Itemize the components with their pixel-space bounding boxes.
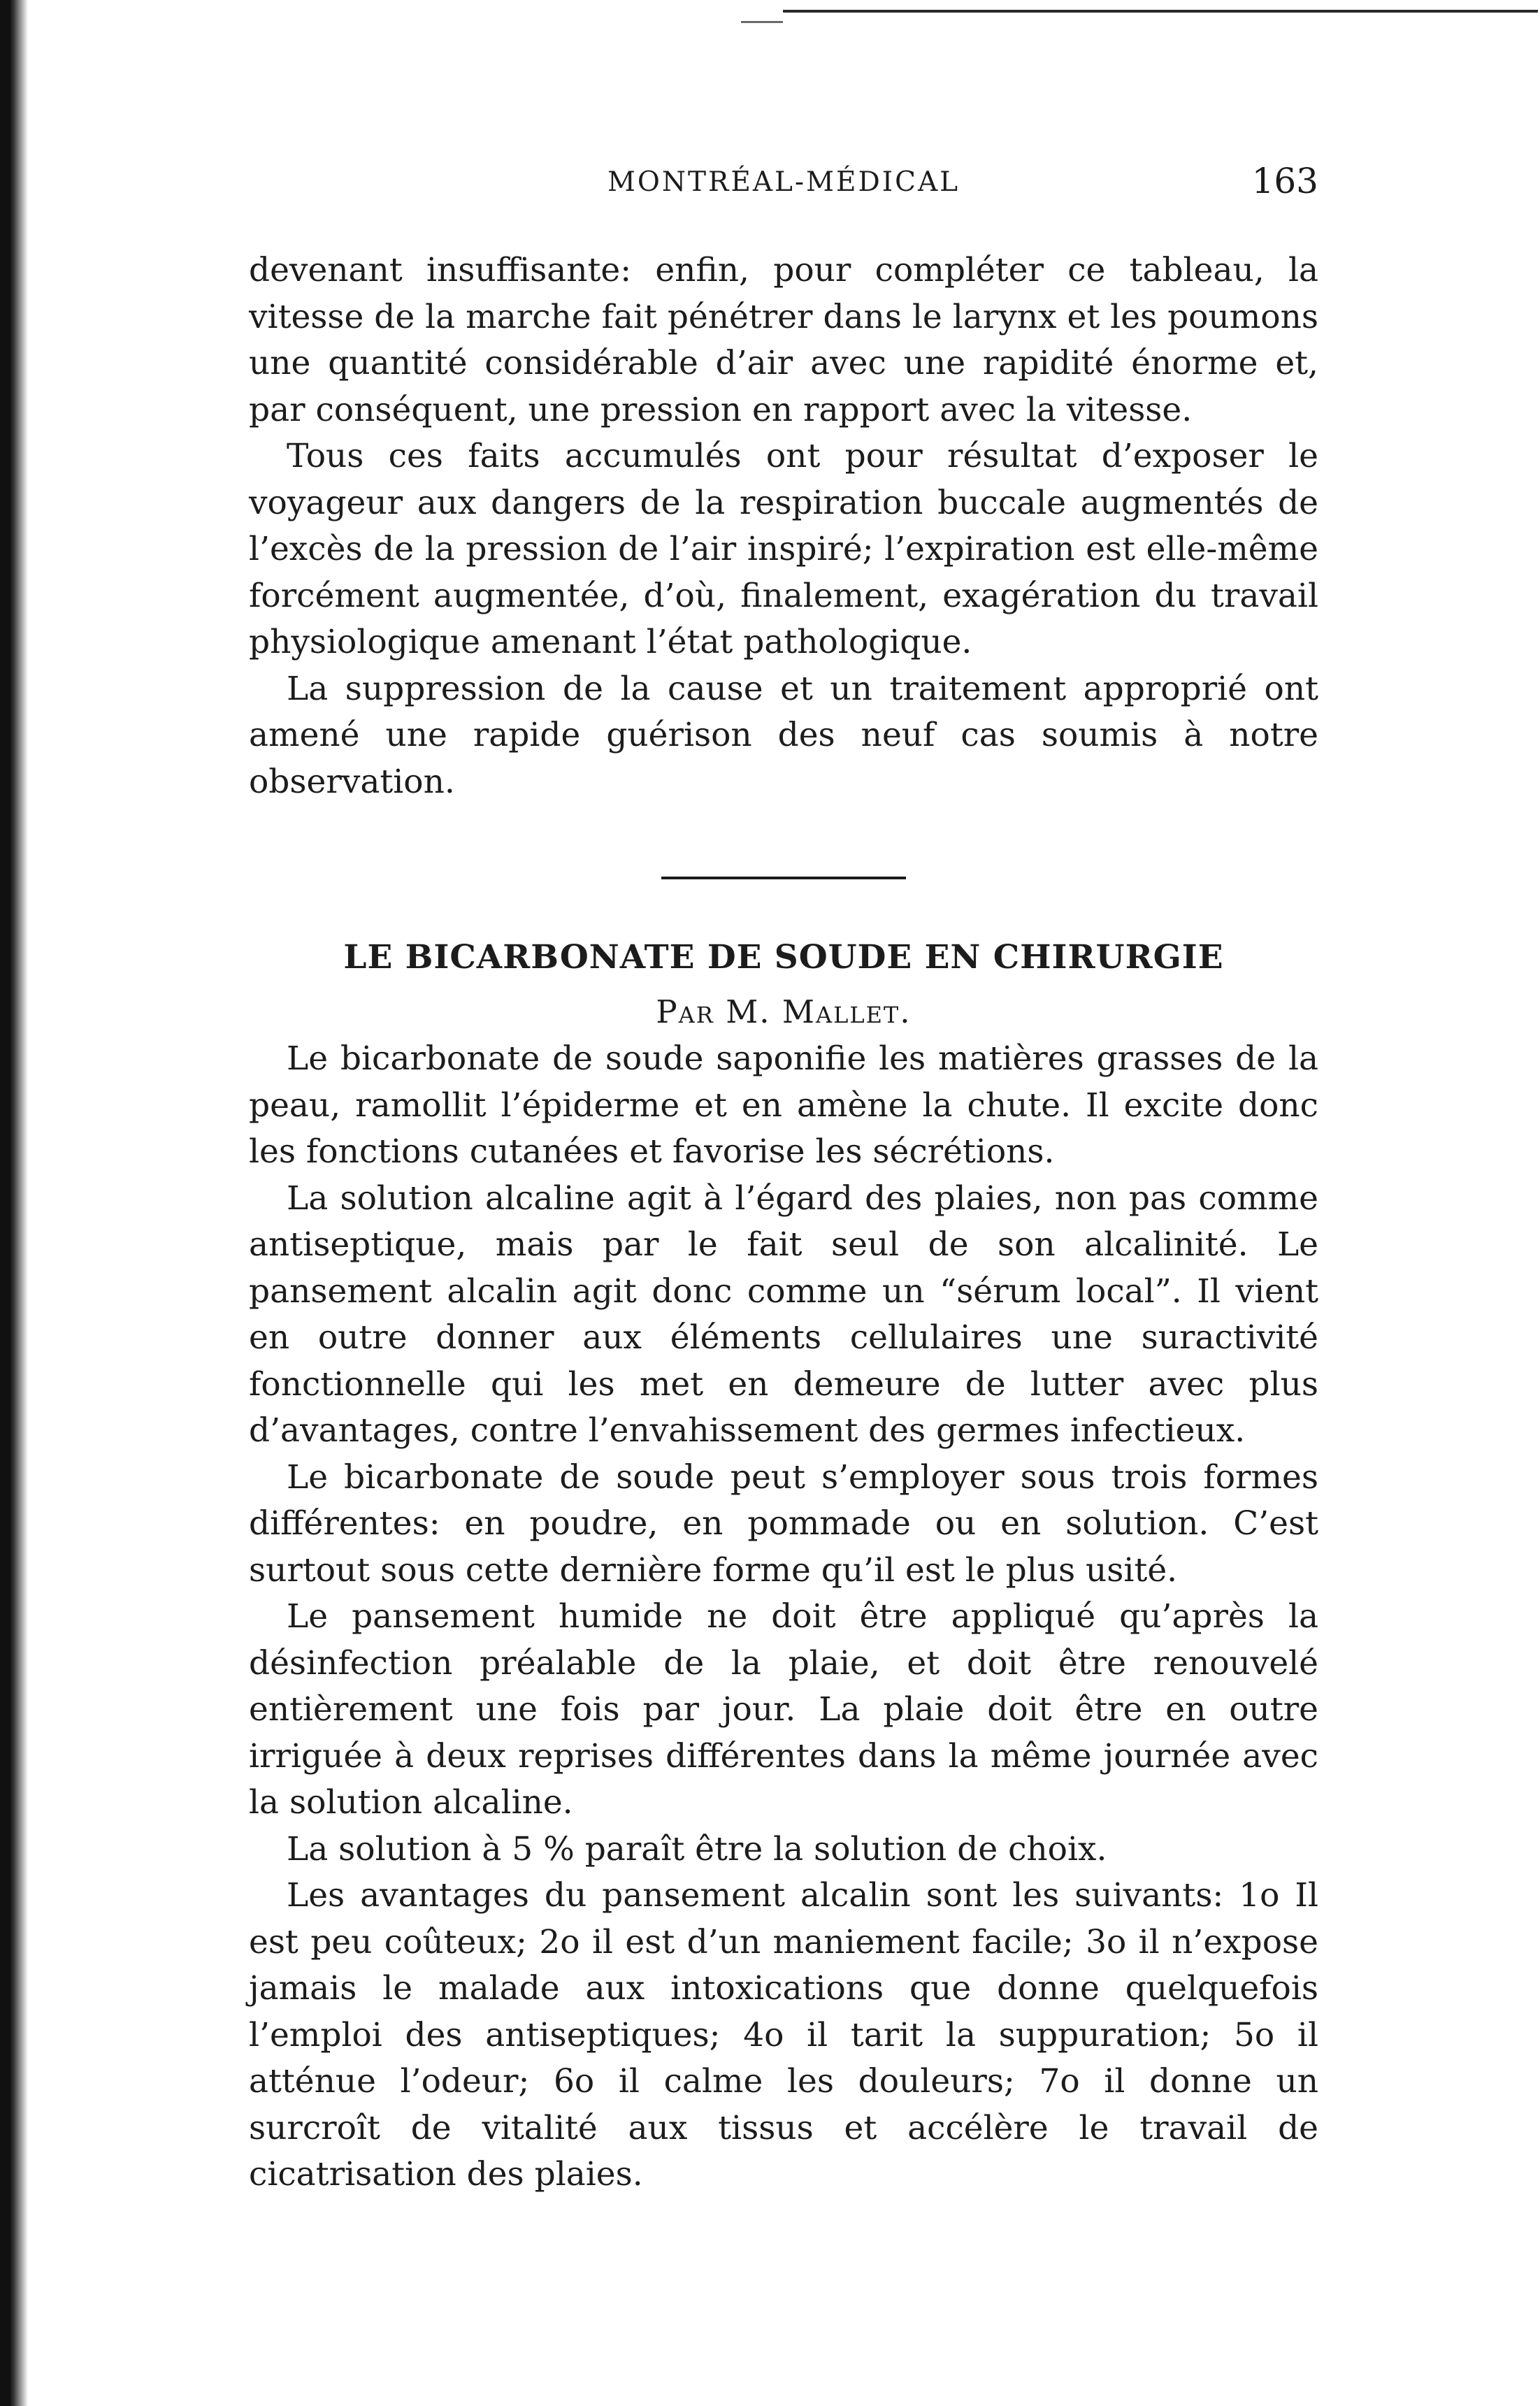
running-title: MONTRÉAL-MÉDICAL: [607, 166, 960, 198]
section-divider: [661, 877, 906, 879]
page-number: 163: [1251, 161, 1318, 201]
article-byline: Par M. Mallet.: [656, 993, 912, 1030]
paragraph: Le bicarbonate de soude peut s’employer sous trois formes différentes: en poudre, en pommade ou en solution. C’est surtout sous cette dernière forme qu’il est le plus usité.: [249, 1457, 1318, 1590]
page: [249, 161, 1318, 2198]
paragraph: Le pansement humide ne doit être appliqué qu’après la désinfection préalable de la plaie, et doit être renouvelé entièrement une fois par jour. La plaie doit être en outre irriguée à deux reprises différentes dans la même journée avec la solution alcaline.: [249, 1597, 1318, 1822]
scan-top-mark: [741, 21, 783, 23]
paragraph: Tous ces faits accumulés ont pour résultat d’exposer le voyageur aux dangers de la respiration buccale augmentés de l’excès de la pression de l’air inspiré; l’expiration est elle-même forcément augmentée, d’où, finalement, exagération du travail physiologique amenant l’état pathologique.: [249, 437, 1318, 661]
running-head: [249, 161, 1318, 203]
paragraph: La solution à 5 % paraît être la solution de choix.: [287, 1829, 1107, 1868]
paragraph: Le bicarbonate de soude saponifie les matières grasses de la peau, ramollit l’épiderme et en amène la chute. Il excite donc les fonctions cutanées et favorise les sécrétions.: [249, 1039, 1318, 1171]
paragraph: Les avantages du pansement alcalin sont les suivants: 1o Il est peu coûteux; 2o il est d’un maniement facile; 3o il n’expose jamais le malade aux intoxications que donne quelquefois l’emploi des antiseptiques; 4o il tarit la suppuration; 5o il atténue l’odeur; 6o il calme les douleurs; 7o il donne un surcroît de vitalité aux tissus et accélère le travail de cicatrisation des plaies.: [249, 1876, 1318, 2194]
paragraph-continued: devenant insuffisante: enfin, pour compléter ce tableau, la vitesse de la marche fait pénétrer dans le larynx et les poumons une quantité considérable d’air avec une rapidité énorme et, par conséquent, une pression en rapport avec la vitesse.: [249, 251, 1318, 429]
scan-binding-edge: [0, 0, 28, 2406]
paragraph: La suppression de la cause et un traitement approprié ont amené une rapide guérison des neuf cas soumis à notre observation.: [249, 669, 1318, 801]
article-title: LE BICARBONATE DE SOUDE EN CHIRURGIE: [343, 938, 1224, 977]
paragraph: La solution alcaline agit à l’égard des plaies, non pas comme antiseptique, mais par le fait seul de son alcalinité. Le pansement alcalin agit donc comme un “sérum local”. Il vient en outre donner aux éléments cellulaires une suractivité fonctionnelle qui les met en demeure de lutter avec plus d’avantages, contre l’envahissement des germes infectieux.: [249, 1179, 1318, 1450]
scan-top-rule: [783, 10, 1538, 13]
